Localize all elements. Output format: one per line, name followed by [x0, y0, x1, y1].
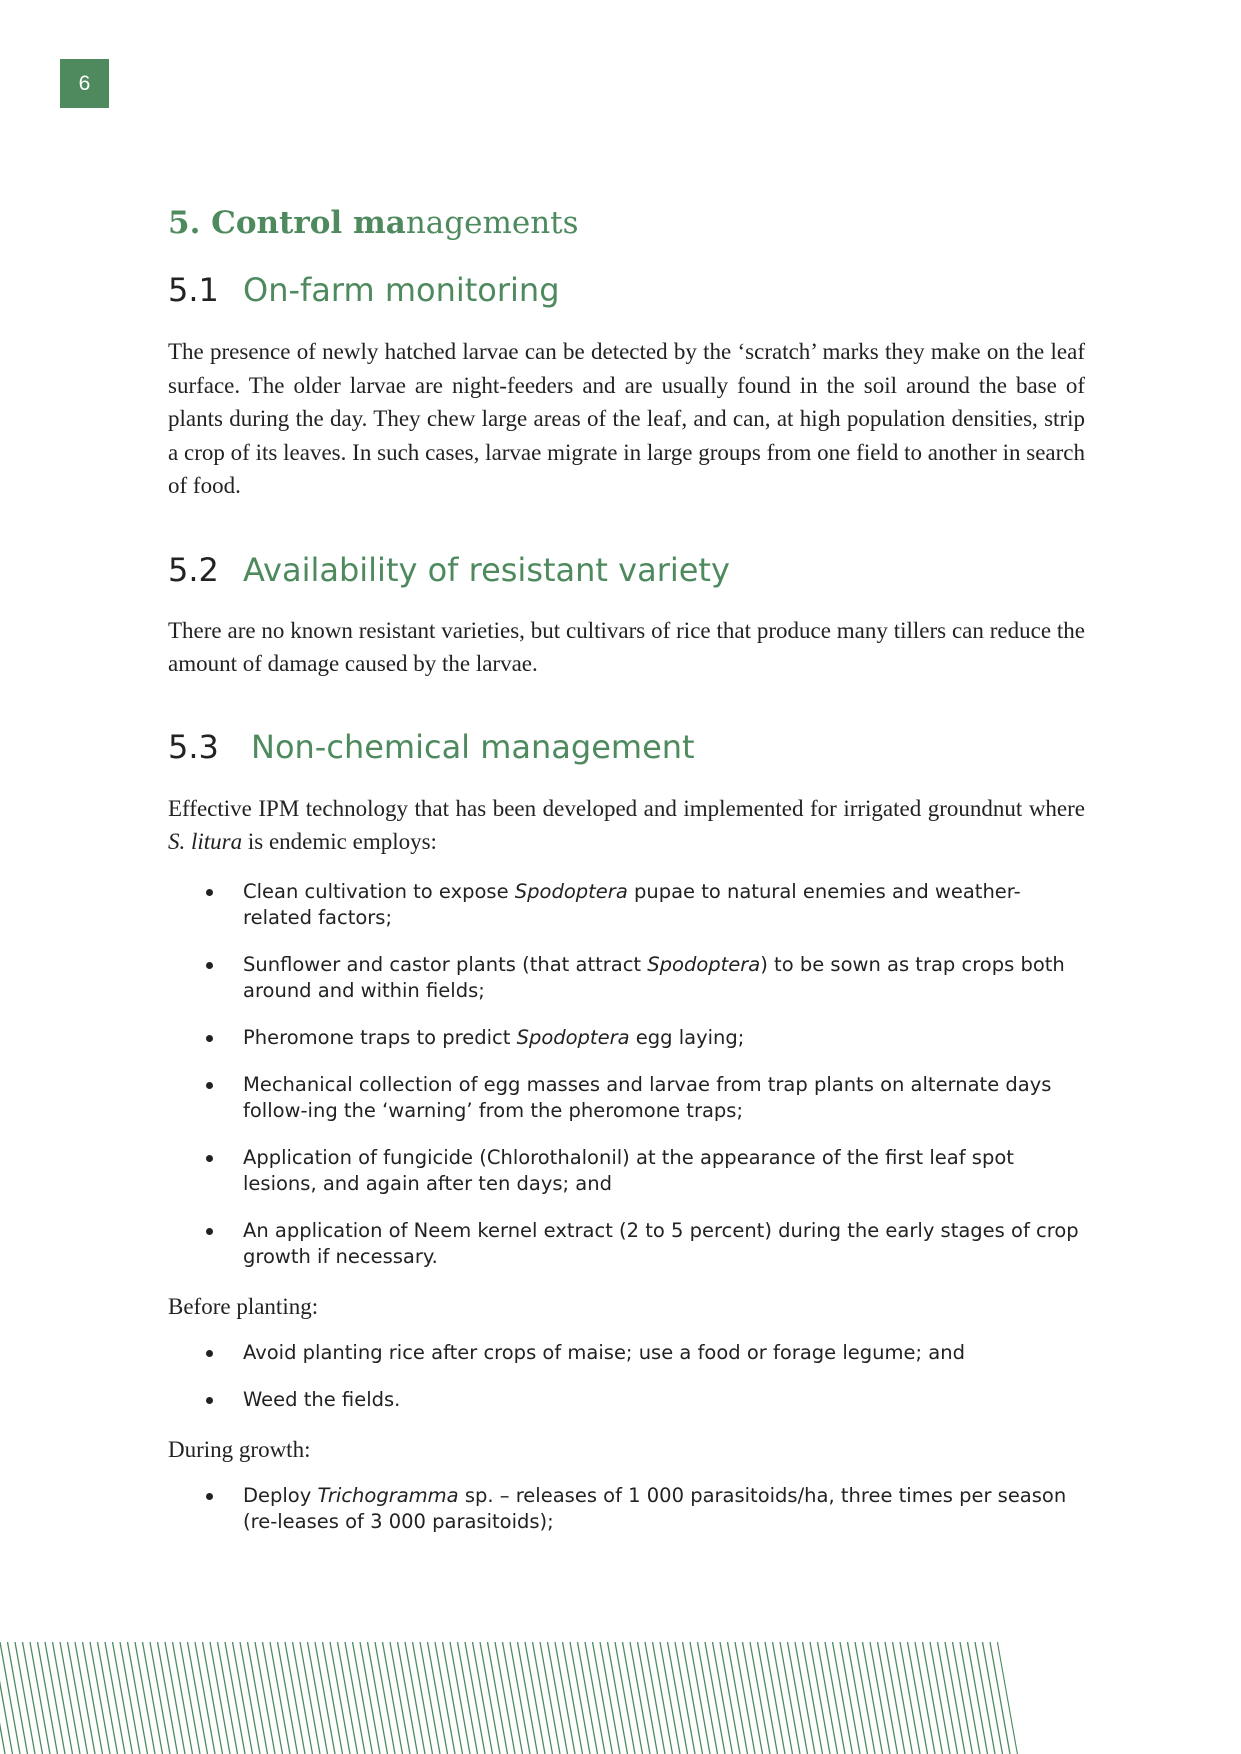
- item-text: Deploy: [243, 1483, 318, 1507]
- item-text: Application of fungicide (Chlorothalonil) at the appearance of the first leaf spot lesions, and again after ten days; and: [243, 1145, 1014, 1195]
- list-item: [243, 1025, 1085, 1051]
- list-item: [243, 952, 1085, 1004]
- section-heading-5-2: [168, 540, 1085, 600]
- list-item: [243, 1218, 1085, 1270]
- during-growth-list: [168, 1483, 1085, 1535]
- decorative-hatch-band: [0, 1642, 1241, 1754]
- section-heading-5-1: [168, 260, 1085, 320]
- item-text-end: sp. – releases of 1 000 parasitoids/ha, three times per season (re-leases of 3 000 parasitoids);: [243, 1483, 1067, 1533]
- ipm-measures-list: [168, 879, 1085, 1270]
- item-text: Sunflower and castor plants (that attract: [243, 952, 648, 976]
- before-planting-list: [168, 1340, 1085, 1413]
- section-number: 5.2: [168, 550, 219, 589]
- section-number: 5.1: [168, 271, 219, 309]
- chapter-title-light: nagements: [405, 205, 579, 241]
- item-text-end: pupae to natural enemies and weather-related factors;: [243, 879, 1021, 929]
- list-item: [243, 1072, 1085, 1124]
- section-title: On-farm monitoring: [243, 271, 560, 309]
- item-text-end: egg laying;: [629, 1025, 745, 1049]
- section-title: Non-chemical management: [251, 727, 695, 766]
- item-text-end: ) to be sown as trap crops both around and within fields;: [243, 952, 1065, 1002]
- page-number-badge: 6: [60, 59, 109, 108]
- item-text: Mechanical collection of egg masses and larvae from trap plants on alternate days follow-ing the ‘warning’ from the pheromone traps;: [243, 1072, 1052, 1122]
- section-paragraph-5-1: The presence of newly hatched larvae can be detected by the ‘scratch’ marks they make on the leaf surface. The older larvae are night-feeders and are usually found in the soil around the base of plants during the day. They chew large areas of the leaf, and can, at high population densities, strip a crop of its leaves. In such cases, larvae migrate in large groups from one field to another in search of food.: [168, 339, 1085, 498]
- list-item: [243, 879, 1085, 931]
- page-content: [168, 196, 1085, 1535]
- chapter-title: [168, 196, 1085, 250]
- item-text: Pheromone traps to predict: [243, 1025, 517, 1049]
- section-intro-5-3: [168, 792, 1085, 859]
- list-item: [243, 1483, 1085, 1535]
- during-growth-label: During growth:: [168, 1436, 311, 1462]
- section-heading-5-3: [168, 717, 1085, 777]
- hatch-line: [1020, 1642, 1040, 1754]
- hatch-line: [1013, 1642, 1033, 1754]
- before-planting-label: Before planting:: [168, 1293, 319, 1319]
- section-number: 5.3: [168, 727, 219, 766]
- intro-text: Effective IPM technology that has been developed and implemented for irrigated groundnut where: [168, 795, 1085, 821]
- list-item: Weed the fields.: [243, 1387, 1085, 1413]
- item-italic: Spodoptera: [516, 1025, 630, 1049]
- list-item: [243, 1145, 1085, 1197]
- item-italic: Spodoptera: [647, 952, 761, 976]
- species-name: S. litura: [168, 829, 243, 854]
- intro-text-end: is endemic employs:: [242, 829, 437, 854]
- item-italic: Trichogramma: [317, 1483, 459, 1507]
- section-paragraph-5-2: There are no known resistant varieties, but cultivars of rice that produce many tillers can reduce the amount of damage caused by the larvae.: [168, 617, 1085, 676]
- item-text: Clean cultivation to expose: [243, 879, 515, 903]
- item-text: An application of Neem kernel extract (2 to 5 percent) during the early stages of crop growth if necessary.: [243, 1218, 1079, 1268]
- section-title: Availability of resistant variety: [243, 550, 730, 589]
- item-italic: Spodoptera: [514, 879, 628, 903]
- chapter-title-bold: 5. Control ma: [168, 205, 406, 241]
- list-item: Avoid planting rice after crops of maise; use a food or forage legume; and: [243, 1340, 1085, 1366]
